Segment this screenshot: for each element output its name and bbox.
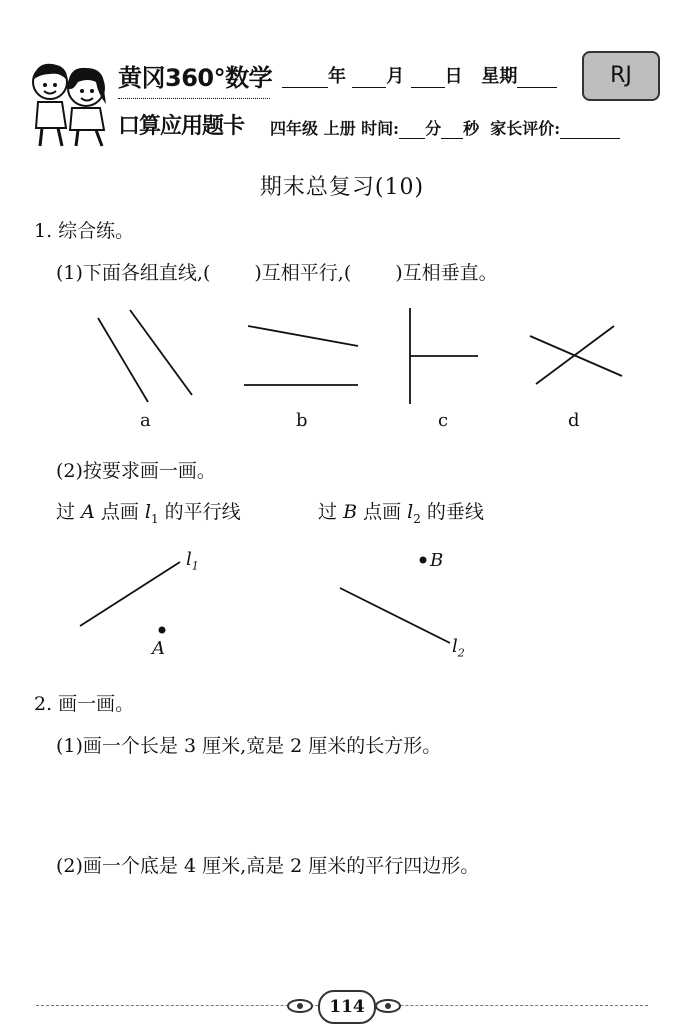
instr1-point: A (81, 501, 95, 523)
minute-label: 分 (425, 119, 442, 138)
q1-text-c: )互相垂直。 (395, 262, 498, 284)
grade-label: 四年级 上册 (270, 119, 356, 138)
year-label: 年 (328, 66, 346, 87)
weekday-blank[interactable] (517, 69, 557, 88)
line-group-b (244, 326, 358, 385)
instr1-c: 的平行线 (164, 501, 241, 523)
info-line (270, 116, 620, 139)
line-group-d (530, 326, 622, 384)
point-a-label: A (152, 638, 165, 659)
q1-text-a: (1)下面各组直线,( (56, 262, 211, 284)
section2-q2: (2)画一个底是 4 厘米,高是 2 厘米的平行四边形。 (56, 855, 480, 877)
section1-title: 1. 综合练。 (34, 220, 135, 242)
q2-title: (2)按要求画一画。 (56, 460, 216, 482)
minute-blank[interactable] (399, 120, 425, 139)
q1-text-b: )互相平行,( (254, 262, 352, 284)
line-l2 (340, 588, 450, 643)
label-d: d (568, 410, 580, 431)
instr2-a: 过 (318, 501, 338, 523)
page-title: 期末总复习(10) (259, 175, 425, 200)
line1-label-sub: 1 (191, 559, 199, 573)
day-blank[interactable] (411, 69, 445, 88)
label-c: c (438, 410, 449, 431)
line-group-a (98, 310, 192, 402)
label-a: a (140, 410, 151, 431)
parent-eval-blank[interactable] (560, 120, 620, 139)
edition-badge: RJ (582, 51, 660, 101)
line-group-c (410, 308, 478, 404)
instr1-a: 过 (56, 501, 76, 523)
instr2-sub: 2 (413, 511, 421, 526)
instr2-b: 点画 (363, 501, 402, 523)
section2-q1: (1)画一个长是 3 厘米,宽是 2 厘米的长方形。 (56, 735, 442, 757)
year-blank[interactable] (282, 69, 328, 88)
weekday-label: 星期 (481, 66, 518, 87)
second-blank[interactable] (441, 120, 463, 139)
instr2-c: 的垂线 (426, 501, 484, 523)
point-a-dot (159, 627, 166, 634)
q2-instruction-1 (56, 497, 241, 526)
line2-label (452, 636, 465, 660)
date-line (282, 62, 557, 88)
point-b-label: B (430, 550, 444, 571)
instr1-sub: 1 (150, 511, 159, 526)
q1-text (56, 258, 498, 285)
q2-instruction-2 (318, 497, 484, 526)
time-label: 时间: (361, 119, 400, 138)
point-b-dot (420, 557, 427, 564)
brand-divider (118, 98, 270, 99)
line-groups-figure (0, 300, 684, 410)
drawing-figure (0, 540, 684, 670)
instr1-line: l (144, 501, 151, 523)
month-blank[interactable] (352, 69, 386, 88)
second-label: 秒 (463, 119, 480, 138)
month-label: 月 (386, 66, 405, 87)
line1-label (186, 549, 199, 573)
line2-label-text: l (452, 636, 458, 657)
section2-title: 2. 画一画。 (34, 693, 135, 715)
parent-eval-label: 家长评价: (490, 119, 561, 138)
instr2-line: l (407, 501, 414, 523)
instr1-b: 点画 (100, 501, 139, 523)
brand-title: 黄冈360°数学 (118, 64, 273, 92)
brand-subtitle: 口算应用题卡 (118, 114, 245, 139)
page-number: 114 (318, 990, 376, 1024)
day-label: 日 (444, 66, 463, 87)
cartoon-kids-logo (22, 58, 114, 150)
label-b: b (296, 410, 308, 431)
line-l1 (80, 562, 180, 626)
instr2-point: B (343, 501, 358, 523)
line1-label-text: l (186, 549, 192, 570)
line2-label-sub: 2 (457, 646, 465, 660)
